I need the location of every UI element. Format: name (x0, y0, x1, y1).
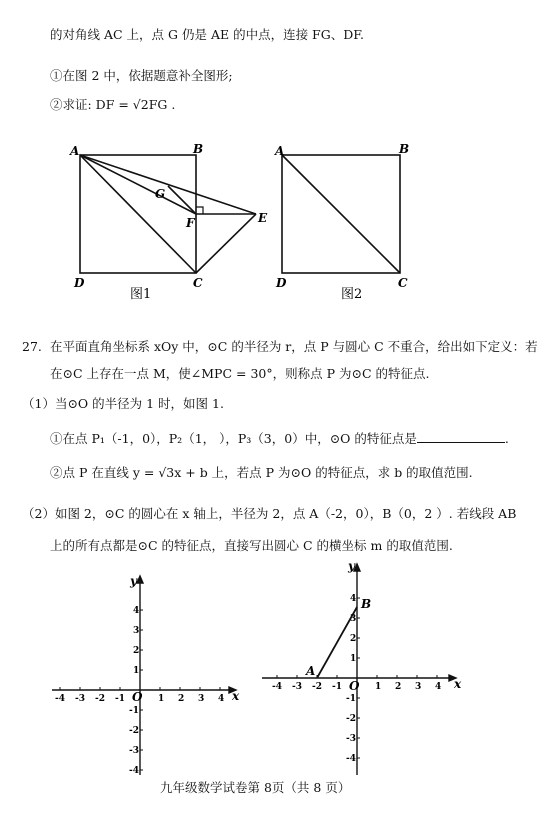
part1-question-a-text: ①在点 P₁（-1，0），P₂（1， ），P₃（3，0）中，⊙O 的特征点是 (50, 431, 417, 446)
fig1-segment-ae (80, 155, 256, 214)
graph2-x-tick-label: 2 (395, 682, 402, 692)
graph1-y-arrow (137, 576, 143, 583)
graph2-x-tick-label: -1 (332, 682, 342, 692)
fig1-right-angle-mark (196, 207, 203, 214)
question-number: 27. (22, 339, 42, 354)
intro-line: 的对角线 AC 上，点 G 仍是 AE 的中点，连接 FG、DF. (50, 27, 364, 42)
part1-question-a-end: . (504, 431, 509, 446)
graph1-y-tick-label: 1 (133, 666, 140, 676)
graph2-y-tick-label: -4 (346, 754, 356, 764)
graph2-point-a-label: A (306, 664, 316, 678)
graph1-y-tick-label: -2 (129, 726, 139, 736)
graph1-x-tick-label: -4 (55, 694, 65, 704)
graph2-x-tick-label: -2 (312, 682, 322, 692)
fig1-caption: 图1 (130, 287, 152, 302)
fig2-label-b: B (399, 142, 410, 156)
graph1-x-tick-label: 3 (198, 694, 205, 704)
graph2-x-tick-label: -4 (272, 682, 282, 692)
fig2-label-d: D (276, 276, 287, 290)
graph2-y-tick-label: -3 (346, 734, 356, 744)
graph1-x-label: x (232, 689, 240, 703)
part2-line-1: （2）如图 2，⊙C 的圆心在 x 轴上，半径为 2，点 A（-2，0），B（0，2 ）. 若线段 AB (22, 506, 517, 521)
graph2-y-tick-label: -2 (346, 714, 356, 724)
fig1-segment-gf (168, 186, 196, 214)
part2-line-2: 上的所有点都是⊙C 的特征点，直接写出圆心 C 的横坐标 m 的取值范围. (50, 538, 453, 553)
graph2-point-b-label: B (361, 597, 372, 611)
graph1-y-tick-label: -1 (129, 706, 139, 716)
graph1-y-label: y (130, 574, 137, 588)
graph2-x-tick-label: 3 (415, 682, 422, 692)
graph1-x-tick-label: 4 (218, 694, 225, 704)
question-stem-line-1: 在平面直角坐标系 xOy 中，⊙C 的半径为 r，点 P 与圆心 C 不重合，给出如下定义：若 (50, 339, 538, 354)
graph1-y-tick-label: -4 (129, 766, 139, 776)
graph2-y-tick-label: 4 (350, 594, 357, 604)
fig1-label-c: C (193, 276, 203, 290)
graph1-y-tick-label: 3 (133, 626, 140, 636)
question-stem-line-2: 在⊙C 上存在一点 M，使∠MPC = 30°，则称点 P 为⊙C 的特征点. (50, 366, 430, 381)
fig1-diagonal-ac (80, 155, 196, 273)
graph2-y-label: y (348, 559, 355, 573)
fig1-label-a: A (70, 144, 80, 158)
graph1-x-tick-label: -1 (115, 694, 125, 704)
graph2-y-tick-label: 2 (350, 634, 357, 644)
part1-title: （1）当⊙O 的半径为 1 时，如图 1. (22, 396, 224, 411)
graph1-origin-label: O (132, 690, 143, 704)
fig1-segment-ce (196, 214, 256, 273)
graph1-y-tick-label: -3 (129, 746, 139, 756)
fig1-label-f: F (186, 216, 195, 230)
fig2-diagonal-ac (282, 155, 400, 273)
fig2-caption: 图2 (341, 287, 363, 302)
fig1-label-g: G (155, 187, 166, 201)
graph1-x-tick-label: 1 (158, 694, 165, 704)
graph2-y-tick-label: -1 (346, 694, 356, 704)
graph2-x-tick-label: 1 (375, 682, 382, 692)
graph2-origin-label: O (349, 679, 360, 693)
part1-question-b: ②点 P 在直线 y = √3x + b 上，若点 P 为⊙O 的特征点，求 b 的取值范围. (50, 465, 473, 480)
fig2-label-a: A (275, 144, 285, 158)
sub-question-1: ①在图 2 中，依据题意补全图形; (50, 68, 233, 83)
graph2-x-label: x (454, 677, 462, 691)
graph1-x-tick-label: 2 (178, 694, 185, 704)
graph2-x-tick-label: -3 (292, 682, 302, 692)
page-footer: 九年级数学试卷第 8页（共 8 页） (160, 780, 351, 795)
fig1-segment-af (80, 155, 196, 214)
fig1-label-e: E (258, 211, 268, 225)
graph1-y-tick-label: 4 (133, 606, 140, 616)
graph2-y-tick-label: 3 (350, 614, 357, 624)
sub-question-2: ②求证: DF = √2FG . (50, 97, 176, 112)
graph1-x-tick-label: -2 (95, 694, 105, 704)
graph2-x-tick-label: 4 (435, 682, 442, 692)
fig2-label-c: C (398, 276, 408, 290)
graph1-x-tick-label: -3 (75, 694, 85, 704)
graph1-y-tick-label: 2 (133, 646, 140, 656)
fig1-label-b: B (193, 142, 204, 156)
graph2-y-tick-label: 1 (350, 654, 357, 664)
fig1-label-d: D (74, 276, 85, 290)
